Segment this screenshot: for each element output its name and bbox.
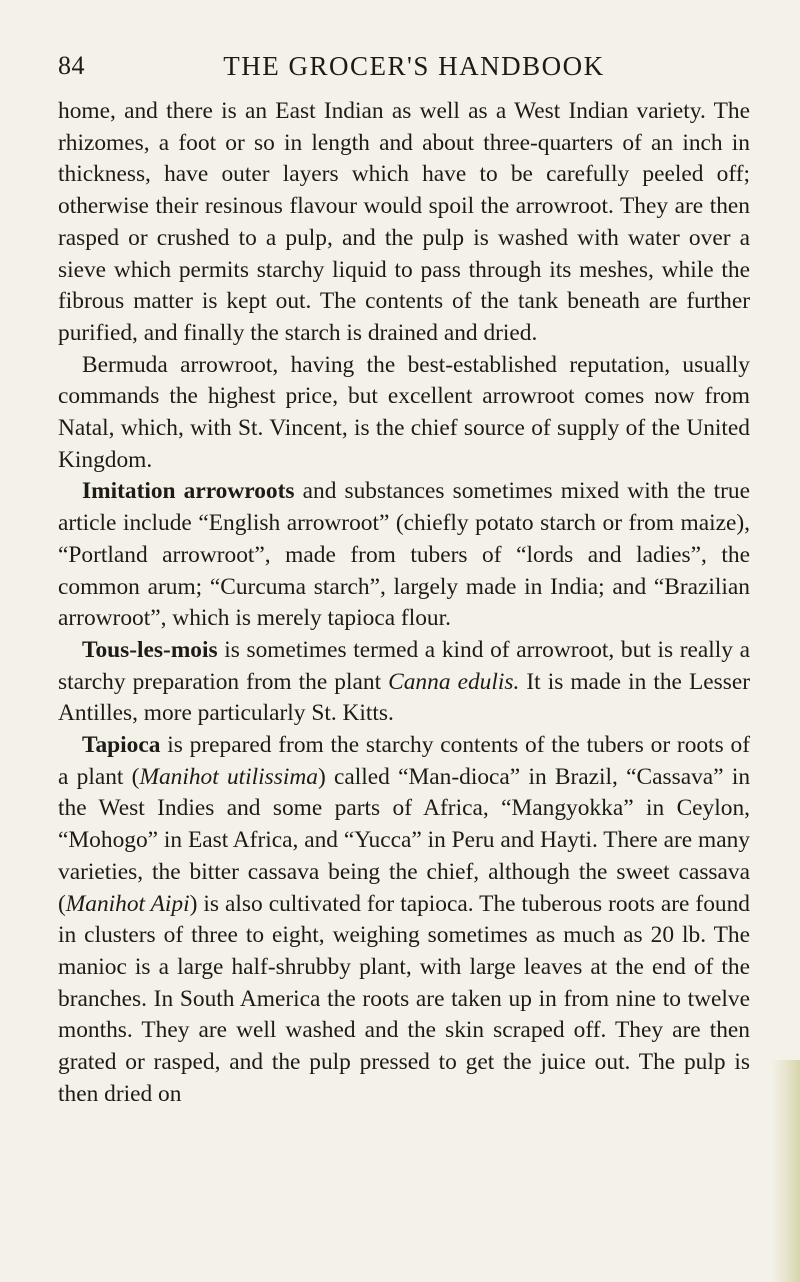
page-body (58, 96, 750, 1111)
paragraph-text: and substances sometimes mixed with the true article include “English arrowroot” (chiefly potato starch or from maize), “Portland arrowroot”, made from tubers of “lords and ladies”, the common arum; “Curcuma starch”, largely made in India; and “Brazilian arrowroot”, which is merely tapioca flour. (58, 478, 750, 632)
paragraph-text: ) is also cultivated for tapioca. The tuberous roots are found in clusters of three to eight, weighing sometimes as much as 20 lb. The manioc is a large half-shrubby plant, with large leaves at the end of the branches. In South America the roots are taken up in from nine to twelve months. They are well washed and the skin scraped off. They are then grated or rasped, and the pulp pressed to get the juice out. The pulp is then dried on (58, 890, 751, 1107)
heading-imitation-arrowroots: Imitation arrowroots (82, 478, 295, 505)
paragraph-text: is sometimes termed a kind of arrowroot, but is really a starchy preparation from the plant (58, 636, 750, 695)
species-name: Canna edulis. (388, 668, 520, 695)
heading-tapioca: Tapioca (82, 732, 161, 759)
paragraph-bermuda: Bermuda arrowroot, having the best-established reputation, usually commands the highest price, but excellent arrowroot comes now from Natal, which, with St. Vincent, is the chief source of supply of the United Kingdom. (58, 351, 750, 473)
species-name: Manihot Aipi (65, 890, 190, 917)
page-edge-shadow (772, 1060, 800, 1282)
species-name: Manihot utilissima (139, 763, 318, 790)
paragraph-imitation-arrowroots (58, 476, 750, 635)
paragraph-tapioca (58, 730, 750, 1110)
page-number: 84 (58, 51, 85, 80)
paragraph-text: It is made in the Lesser Antilles, more particularly St. Kitts. (58, 668, 750, 727)
paragraph-text: is prepared from the starchy contents of the tubers or roots of a plant ( (58, 732, 750, 790)
running-title: THE GROCER'S HANDBOOK (223, 51, 605, 81)
page-header (58, 50, 750, 90)
heading-tous-les-mois: Tous-les-mois (82, 636, 218, 663)
paragraph-tous-les-mois (58, 635, 750, 730)
paragraph-text: ) called “Man-dioca” in Brazil, “Cassava” in the West Indies and some parts of Africa, “Mangyokka” in Ceylon, “Mohogo” in East Africa, and “Yucca” in Peru and Hayti. There are many varieties, the bitter cassava being the chief, although the sweet cassava ( (58, 763, 751, 917)
paragraph-continuation: home, and there is an East Indian as well as a West Indian variety. The rhizomes, a foot or so in length and about three-quarters of an inch in thickness, have outer layers which have to be carefully peeled off; otherwise their resinous flavour would spoil the arrowroot. They are then rasped or crushed to a pulp, and the pulp is washed with water over a sieve which permits starchy liquid to pass through its meshes, while the fibrous matter is kept out. The contents of the tank beneath are further purified, and finally the starch is drained and dried. (58, 98, 750, 346)
